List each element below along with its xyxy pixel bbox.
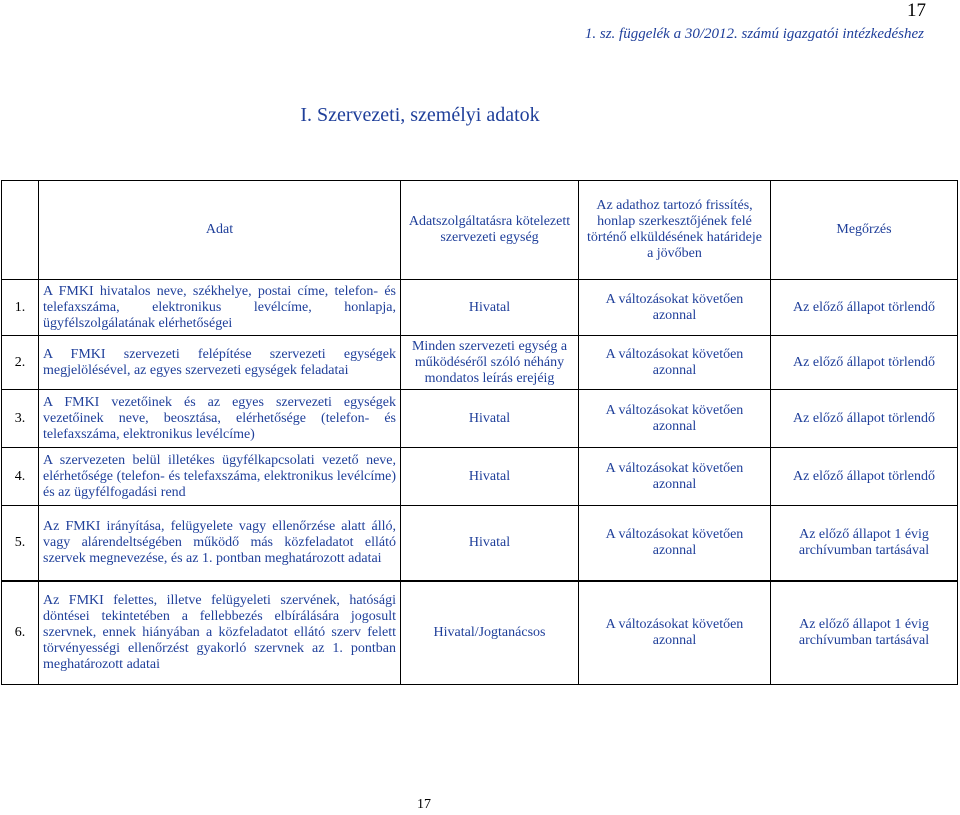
table-header-row: [2, 181, 958, 280]
row-hatarido: A változásokat követően azonnal: [579, 506, 771, 581]
column-header-adat: Adat: [39, 181, 401, 280]
row-adat: A FMKI vezetőinek és az egyes szervezeti egységek vezetőinek neve, beosztása, elérhetősége (telefon- és telefaxszáma, elektronikus levélcíme): [39, 390, 401, 448]
row-hatarido: A változásokat követően azonnal: [579, 448, 771, 506]
table-row: [2, 581, 958, 685]
row-megorzes: Az előző állapot törlendő: [771, 390, 958, 448]
row-hatarido: A változásokat követően azonnal: [579, 336, 771, 390]
column-header-hatarido: Az adathoz tartozó frissítés, honlap szerkesztőjének felé történő elküldésének határideje a jövőben: [579, 181, 771, 280]
row-number: 6.: [2, 581, 39, 685]
table-row: [2, 336, 958, 390]
row-hatarido: A változásokat követően azonnal: [579, 581, 771, 685]
row-hatarido: A változásokat követően azonnal: [579, 390, 771, 448]
row-megorzes: Az előző állapot törlendő: [771, 336, 958, 390]
row-adat: A FMKI hivatalos neve, székhelye, postai címe, telefon- és telefaxszáma, elektronikus levélcíme, honlapja, ügyfélszolgálatának elérhetőségei: [39, 280, 401, 336]
row-egyseg: Hivatal/Jogtanácsos: [401, 581, 579, 685]
row-number: 3.: [2, 390, 39, 448]
row-hatarido: A változásokat követően azonnal: [579, 280, 771, 336]
row-megorzes: Az előző állapot 1 évig archívumban tartásával: [771, 581, 958, 685]
row-number: 5.: [2, 506, 39, 581]
table-row: [2, 390, 958, 448]
section-title: I. Szervezeti, személyi adatok: [300, 104, 540, 126]
row-egyseg: Minden szervezeti egység a működéséről szóló néhány mondatos leírás erejéig: [401, 336, 579, 390]
table-row: [2, 506, 958, 581]
row-adat: A FMKI szervezeti felépítése szervezeti egységek megjelölésével, az egyes szervezeti egységek feladatai: [39, 336, 401, 390]
row-egyseg: Hivatal: [401, 280, 579, 336]
column-header-egyseg: Adatszolgáltatásra kötelezett szervezeti egység: [401, 181, 579, 280]
column-header-megorzes: Megőrzés: [771, 181, 958, 280]
row-number: 1.: [2, 280, 39, 336]
appendix-reference: 1. sz. függelék a 30/2012. számú igazgatói intézkedéshez: [584, 26, 924, 42]
row-egyseg: Hivatal: [401, 448, 579, 506]
page-number-top: 17: [907, 0, 926, 21]
row-megorzes: Az előző állapot törlendő: [771, 280, 958, 336]
row-number: 2.: [2, 336, 39, 390]
row-megorzes: Az előző állapot 1 évig archívumban tartásával: [771, 506, 958, 581]
row-adat: Az FMKI felettes, illetve felügyeleti szervének, hatósági döntései tekintetében a fellebbezés elbírálására jogosult szervnek, ennek hiányában a közfeladatot ellátó szerv felett törvényességi ellenőrzést gyakorló szervnek az 1. pontban meghatározott adatai: [39, 581, 401, 685]
row-egyseg: Hivatal: [401, 390, 579, 448]
table-row: [2, 448, 958, 506]
row-egyseg: Hivatal: [401, 506, 579, 581]
row-adat: Az FMKI irányítása, felügyelete vagy ellenőrzése alatt álló, vagy alárendeltségében működő más közfeladatot ellátó szervek megnevezése, és az 1. pontban meghatározott adatai: [39, 506, 401, 581]
table-row: [2, 280, 958, 336]
row-megorzes: Az előző állapot törlendő: [771, 448, 958, 506]
column-header-num: [2, 181, 39, 280]
page-number-bottom: 17: [417, 797, 431, 812]
data-table: [1, 180, 958, 685]
row-number: 4.: [2, 448, 39, 506]
row-adat: A szervezeten belül illetékes ügyfélkapcsolati vezető neve, elérhetősége (telefon- és telefaxszáma, elektronikus levélcíme) és az ügyfélfogadási rend: [39, 448, 401, 506]
